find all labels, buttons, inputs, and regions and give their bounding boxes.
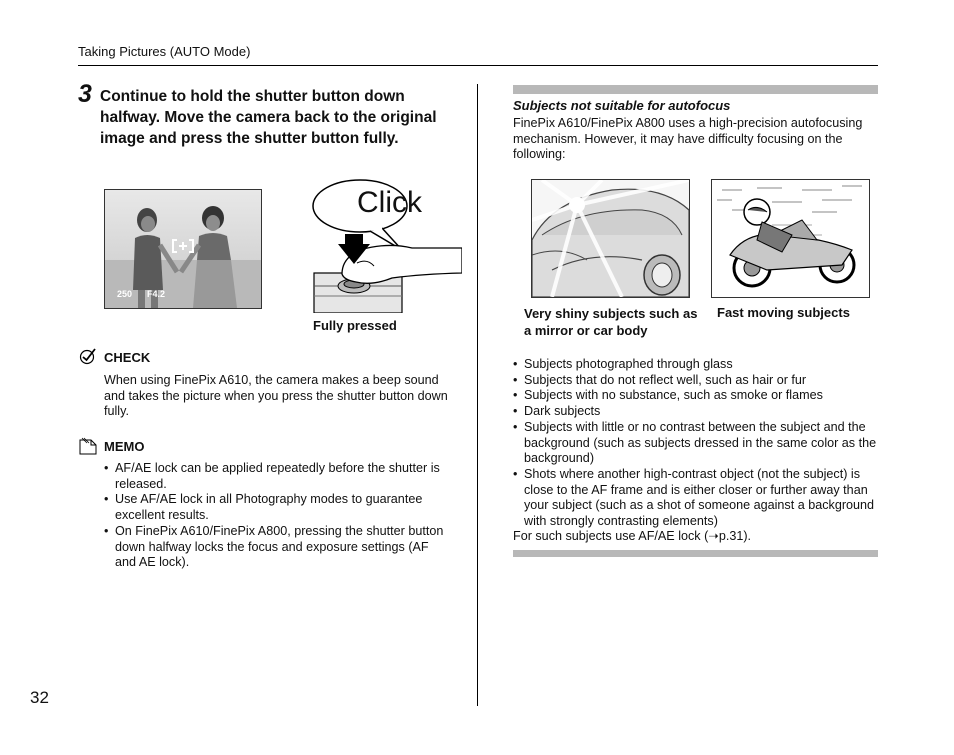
section-bottom-bar [513, 550, 878, 557]
fully-pressed-caption: Fully pressed [313, 318, 397, 333]
page-header-title: Taking Pictures (AUTO Mode) [78, 44, 251, 59]
list-item: • Subjects with no substance, such as smoke or flames [513, 388, 881, 404]
unsuitable-subjects-list [513, 357, 881, 530]
memo-item: • Use AF/AE lock in all Photography modes to guarantee excellent results. [104, 492, 449, 523]
step-number: 3 [78, 80, 92, 108]
memo-heading: MEMO [104, 439, 145, 454]
list-item: • Shots where another high-contrast object (not the subject) is close to the AF frame and is either closer or further away than your subject (such as a shot of someone against a background with strongly contrasting elements) [513, 467, 881, 530]
memo-list [104, 461, 449, 571]
af-lock-reference: For such subjects use AF/AE lock (➝p.31). [513, 529, 752, 543]
check-icon [79, 347, 97, 365]
shutter-speed-readout: 250 [117, 289, 133, 299]
fast-subject-caption: Fast moving subjects [717, 305, 850, 320]
section-intro: FinePix A610/FinePix A800 uses a high-precision autofocusing mechanism. However, it may have difficulty focusing on the following: [513, 116, 863, 161]
motorcycle-image [711, 179, 870, 298]
sample-photo [104, 189, 262, 309]
page-number: 32 [30, 688, 49, 707]
memo-item: • On FinePix A610/FinePix A800, pressing the shutter button down halfway locks the focus and exposure settings (AF and AE lock). [104, 524, 449, 571]
list-item: • Subjects with little or no contrast between the subject and the background (such as subjects dressed in the same color as the background) [513, 420, 881, 467]
list-item: • Dark subjects [513, 404, 881, 420]
af-frame-icon [172, 239, 194, 253]
car-illustration [532, 180, 689, 297]
list-item: • Subjects photographed through glass [513, 357, 881, 373]
list-item: • Subjects that do not reflect well, such as hair or fur [513, 373, 881, 389]
memo-icon [79, 437, 97, 455]
camera-shutter-figure [312, 178, 462, 313]
column-divider [477, 84, 478, 706]
step-instruction: Continue to hold the shutter button down halfway. Move the camera back to the original image and press the shutter button fully. [100, 88, 437, 147]
check-heading: CHECK [104, 350, 151, 365]
shiny-car-image [531, 179, 690, 298]
aperture-readout: F4.2 [147, 289, 166, 299]
shiny-subject-caption: Very shiny subjects such as a mirror or car body [524, 306, 698, 338]
memo-item: • AF/AE lock can be applied repeatedly before the shutter is released. [104, 461, 449, 492]
section-title: Subjects not suitable for autofocus [513, 98, 731, 113]
section-top-bar [513, 85, 878, 94]
header-rule [78, 65, 878, 66]
motorcycle-illustration [712, 180, 869, 297]
click-bubble-text: Click [357, 186, 422, 219]
check-text: When using FinePix A610, the camera makes a beep sound and takes the picture when you press the shutter button down fully. [104, 373, 448, 418]
